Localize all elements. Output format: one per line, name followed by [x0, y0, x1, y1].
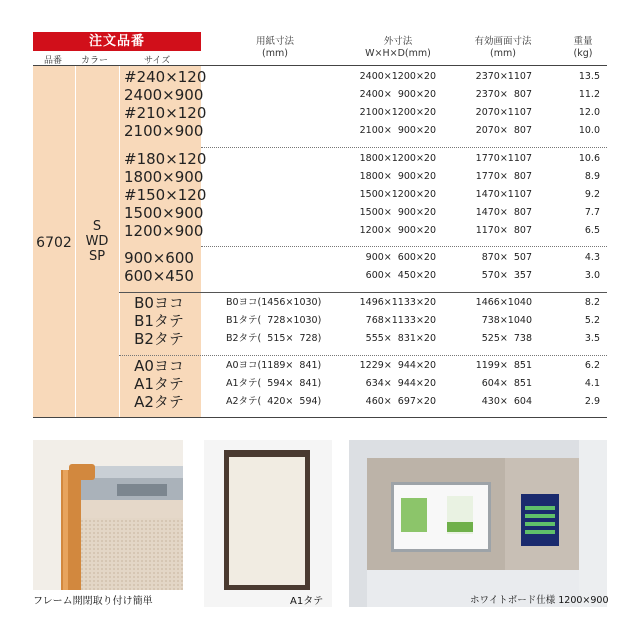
weight-cell: 10.6: [578, 153, 600, 164]
weight-cell: 10.0: [578, 125, 600, 136]
outer-size-cell: 2400× 900×20: [359, 89, 436, 100]
outer-size-cell: 2100× 900×20: [359, 125, 436, 136]
outer-size-cell: 634× 944×20: [365, 378, 436, 389]
outer-size-cell: 1229× 944×20: [359, 360, 436, 371]
effective-size-cell: 1199× 851: [475, 360, 532, 371]
outer-size-cell: 768×1133×20: [365, 315, 436, 326]
effective-size-cell: 1470×1107: [475, 189, 532, 200]
weight-cell: 9.2: [584, 189, 600, 200]
color-header: カラー: [81, 56, 109, 66]
group-divider: [119, 355, 607, 356]
outer-size-cell: 1500×1200×20: [359, 189, 436, 200]
whiteboard-caption: ホワイトボード仕様 1200×900: [470, 595, 609, 606]
effective-size-cell: 738×1040: [481, 315, 532, 326]
weight-cell: 4.3: [584, 252, 600, 263]
outer-size-cell: 2400×1200×20: [359, 71, 436, 82]
weight-cell: 3.0: [584, 270, 600, 281]
weight-cell: 5.2: [584, 315, 600, 326]
a1-board-photo: [204, 440, 332, 607]
effective-size-cell: 2370×1107: [475, 71, 532, 82]
effective-size-cell: 2370× 807: [475, 89, 532, 100]
outer-size-cell: 460× 697×20: [365, 396, 436, 407]
effective-size-header: 有効画面寸法 (mm): [474, 36, 532, 59]
weight-cell: 3.5: [584, 333, 600, 344]
group-divider: [119, 292, 607, 293]
size-cell: 2100×900: [124, 122, 204, 140]
size-cell: B1タテ: [134, 312, 184, 330]
outer-size-cell: 1800× 900×20: [359, 171, 436, 182]
size-cell: 1200×900: [124, 222, 204, 240]
effective-size-cell: 525× 738: [481, 333, 532, 344]
outer-size-cell: 1200× 900×20: [359, 225, 436, 236]
group-divider: [201, 246, 607, 247]
outer-size-cell: 1496×1133×20: [359, 297, 436, 308]
size-cell: A0ヨコ: [134, 357, 184, 375]
weight-cell: 13.5: [578, 71, 600, 82]
color-options: S WD SP: [85, 219, 109, 264]
size-cell: #210×120: [124, 104, 207, 122]
size-cell: #150×120: [124, 186, 207, 204]
weight-header: 重量 (kg): [573, 36, 593, 59]
effective-size-cell: 2070× 807: [475, 125, 532, 136]
weight-cell: 7.7: [584, 207, 600, 218]
outer-size-header: 外寸法 W×H×D(mm): [365, 36, 431, 59]
a1-caption: A1タテ: [290, 596, 324, 607]
paper-size-cell: B1タテ( 728×1030): [226, 315, 322, 326]
whiteboard-photo: [349, 440, 607, 607]
weight-cell: 6.5: [584, 225, 600, 236]
effective-size-cell: 1466×1040: [475, 297, 532, 308]
size-cell: B0ヨコ: [134, 294, 184, 312]
paper-size-cell: B2タテ( 515× 728): [226, 333, 322, 344]
size-cell: 600×450: [124, 267, 194, 285]
outer-size-cell: 555× 831×20: [365, 333, 436, 344]
product-code-header: 品番: [44, 56, 63, 66]
effective-size-cell: 1770×1107: [475, 153, 532, 164]
size-cell: 900×600: [124, 249, 194, 267]
size-cell: A2タテ: [134, 393, 184, 411]
effective-size-cell: 570× 357: [481, 270, 532, 281]
weight-cell: 6.2: [584, 360, 600, 371]
size-cell: B2タテ: [134, 330, 184, 348]
outer-size-cell: 1800×1200×20: [359, 153, 436, 164]
weight-cell: 11.2: [578, 89, 600, 100]
outer-size-cell: 600× 450×20: [365, 270, 436, 281]
size-cell: 1800×900: [124, 168, 204, 186]
header-rule: [33, 65, 607, 66]
size-cell: #180×120: [124, 150, 207, 168]
size-cell: 2400×900: [124, 86, 204, 104]
weight-cell: 8.2: [584, 297, 600, 308]
size-cell: A1タテ: [134, 375, 184, 393]
effective-size-cell: 1770× 807: [475, 171, 532, 182]
paper-size-cell: A1タテ( 594× 841): [226, 378, 322, 389]
order-number-header: 注文品番: [33, 32, 201, 51]
outer-size-cell: 2100×1200×20: [359, 107, 436, 118]
weight-cell: 4.1: [584, 378, 600, 389]
frame-caption: フレーム開閉取り付け簡単: [33, 596, 153, 607]
effective-size-cell: 2070×1107: [475, 107, 532, 118]
group-divider: [201, 147, 607, 148]
paper-size-header: 用紙寸法 (mm): [255, 36, 294, 59]
size-header: サイズ: [144, 56, 171, 66]
weight-cell: 12.0: [578, 107, 600, 118]
effective-size-cell: 1470× 807: [475, 207, 532, 218]
paper-size-cell: A0ヨコ(1189× 841): [226, 360, 322, 371]
size-cell: #240×120: [124, 68, 207, 86]
size-cell: 1500×900: [124, 204, 204, 222]
weight-cell: 8.9: [584, 171, 600, 182]
effective-size-cell: 430× 604: [481, 396, 532, 407]
outer-size-cell: 900× 600×20: [365, 252, 436, 263]
frame-detail-photo: [33, 440, 183, 590]
paper-size-cell: B0ヨコ(1456×1030): [226, 297, 322, 308]
outer-size-cell: 1500× 900×20: [359, 207, 436, 218]
effective-size-cell: 604× 851: [481, 378, 532, 389]
effective-size-cell: 1170× 807: [475, 225, 532, 236]
table-bottom-rule: [33, 417, 607, 418]
product-code: 6702: [36, 235, 72, 251]
weight-cell: 2.9: [584, 396, 600, 407]
effective-size-cell: 870× 507: [481, 252, 532, 263]
paper-size-cell: A2タテ( 420× 594): [226, 396, 322, 407]
